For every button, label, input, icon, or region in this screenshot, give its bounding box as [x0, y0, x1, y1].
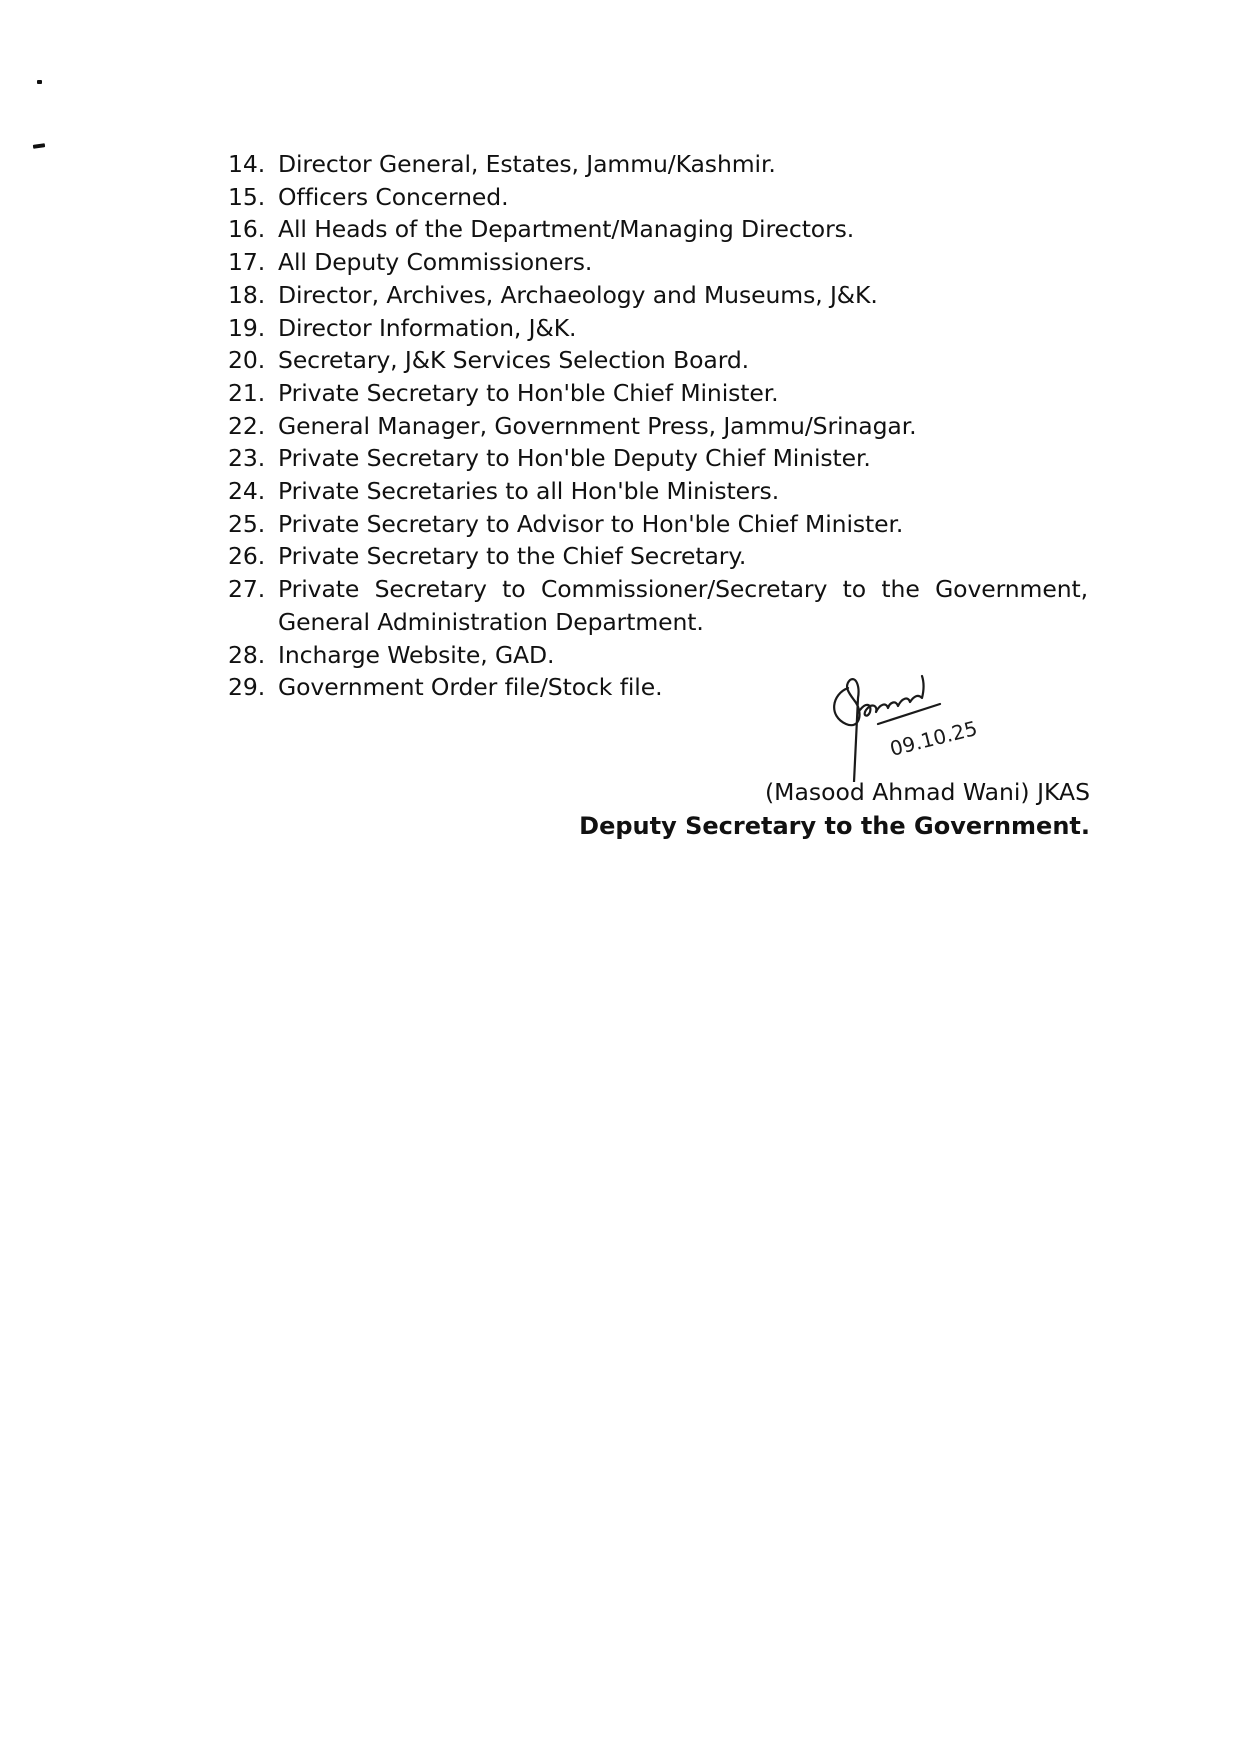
signature-date: 09.10.25: [887, 716, 980, 761]
item-text: Private Secretary to Advisor to Hon'ble Chief Minister.: [278, 509, 904, 538]
list-item: [228, 344, 1088, 377]
list-item: [228, 213, 1088, 246]
item-number: 14.: [228, 150, 266, 178]
signatory-name: (Masood Ahmad Wani) JKAS: [765, 778, 1090, 806]
item-text: All Deputy Commissioners.: [278, 248, 593, 277]
item-text: All Heads of the Department/Managing Directors.: [278, 215, 855, 244]
item-text: Director General, Estates, Jammu/Kashmir.: [278, 150, 776, 178]
item-number: 15.: [228, 182, 266, 211]
item-number: 29.: [228, 673, 266, 702]
list-item: [228, 410, 1088, 443]
handwritten-signature: [820, 672, 1000, 782]
list-item: [228, 312, 1088, 345]
item-number: 22.: [228, 411, 266, 440]
list-item: [228, 639, 1088, 672]
item-text: Private Secretaries to all Hon'ble Ministers.: [278, 477, 780, 506]
item-text: Secretary, J&K Services Selection Board.: [278, 346, 750, 375]
item-text: Officers Concerned.: [278, 182, 509, 211]
item-number: 20.: [228, 346, 266, 375]
item-number: 21.: [228, 378, 266, 407]
item-number: 25.: [228, 509, 266, 538]
scan-speck: [33, 143, 45, 149]
list-item: [228, 508, 1088, 541]
list-item: [228, 148, 1088, 181]
item-number: 19.: [228, 313, 266, 342]
item-text: Incharge Website, GAD.: [278, 640, 555, 669]
list-item: [228, 181, 1088, 214]
item-number: 27.: [228, 575, 266, 604]
item-text: Private Secretary to Hon'ble Chief Minister.: [278, 378, 779, 407]
list-item: [228, 377, 1088, 410]
item-text: Private Secretary to Hon'ble Deputy Chief Minister.: [278, 444, 871, 473]
list-item: [228, 573, 1088, 638]
signature-block: [579, 776, 1090, 844]
item-text: General Manager, Government Press, Jammu/Srinagar.: [278, 411, 917, 440]
signatory-designation: Deputy Secretary to the Government.: [579, 812, 1090, 840]
item-number: 24.: [228, 477, 266, 506]
item-text: Private Secretary to Commissioner/Secretary to the Government, General Administration Department.: [278, 575, 1088, 636]
list-item: [228, 540, 1088, 573]
item-text: Director Information, J&K.: [278, 313, 577, 342]
item-number: 18.: [228, 280, 266, 309]
list-item: [228, 442, 1088, 475]
item-text: Director, Archives, Archaeology and Museums, J&K.: [278, 280, 878, 309]
item-number: 23.: [228, 444, 266, 473]
item-number: 17.: [228, 248, 266, 277]
item-number: 28.: [228, 640, 266, 669]
item-text: Government Order file/Stock file.: [278, 673, 663, 702]
list-item: [228, 279, 1088, 312]
item-number: 26.: [228, 542, 266, 571]
item-text: Private Secretary to the Chief Secretary.: [278, 542, 747, 571]
distribution-list: [228, 148, 1088, 704]
item-number: 16.: [228, 215, 266, 244]
list-item: [228, 475, 1088, 508]
list-item: [228, 246, 1088, 279]
scan-speck: [37, 80, 42, 84]
